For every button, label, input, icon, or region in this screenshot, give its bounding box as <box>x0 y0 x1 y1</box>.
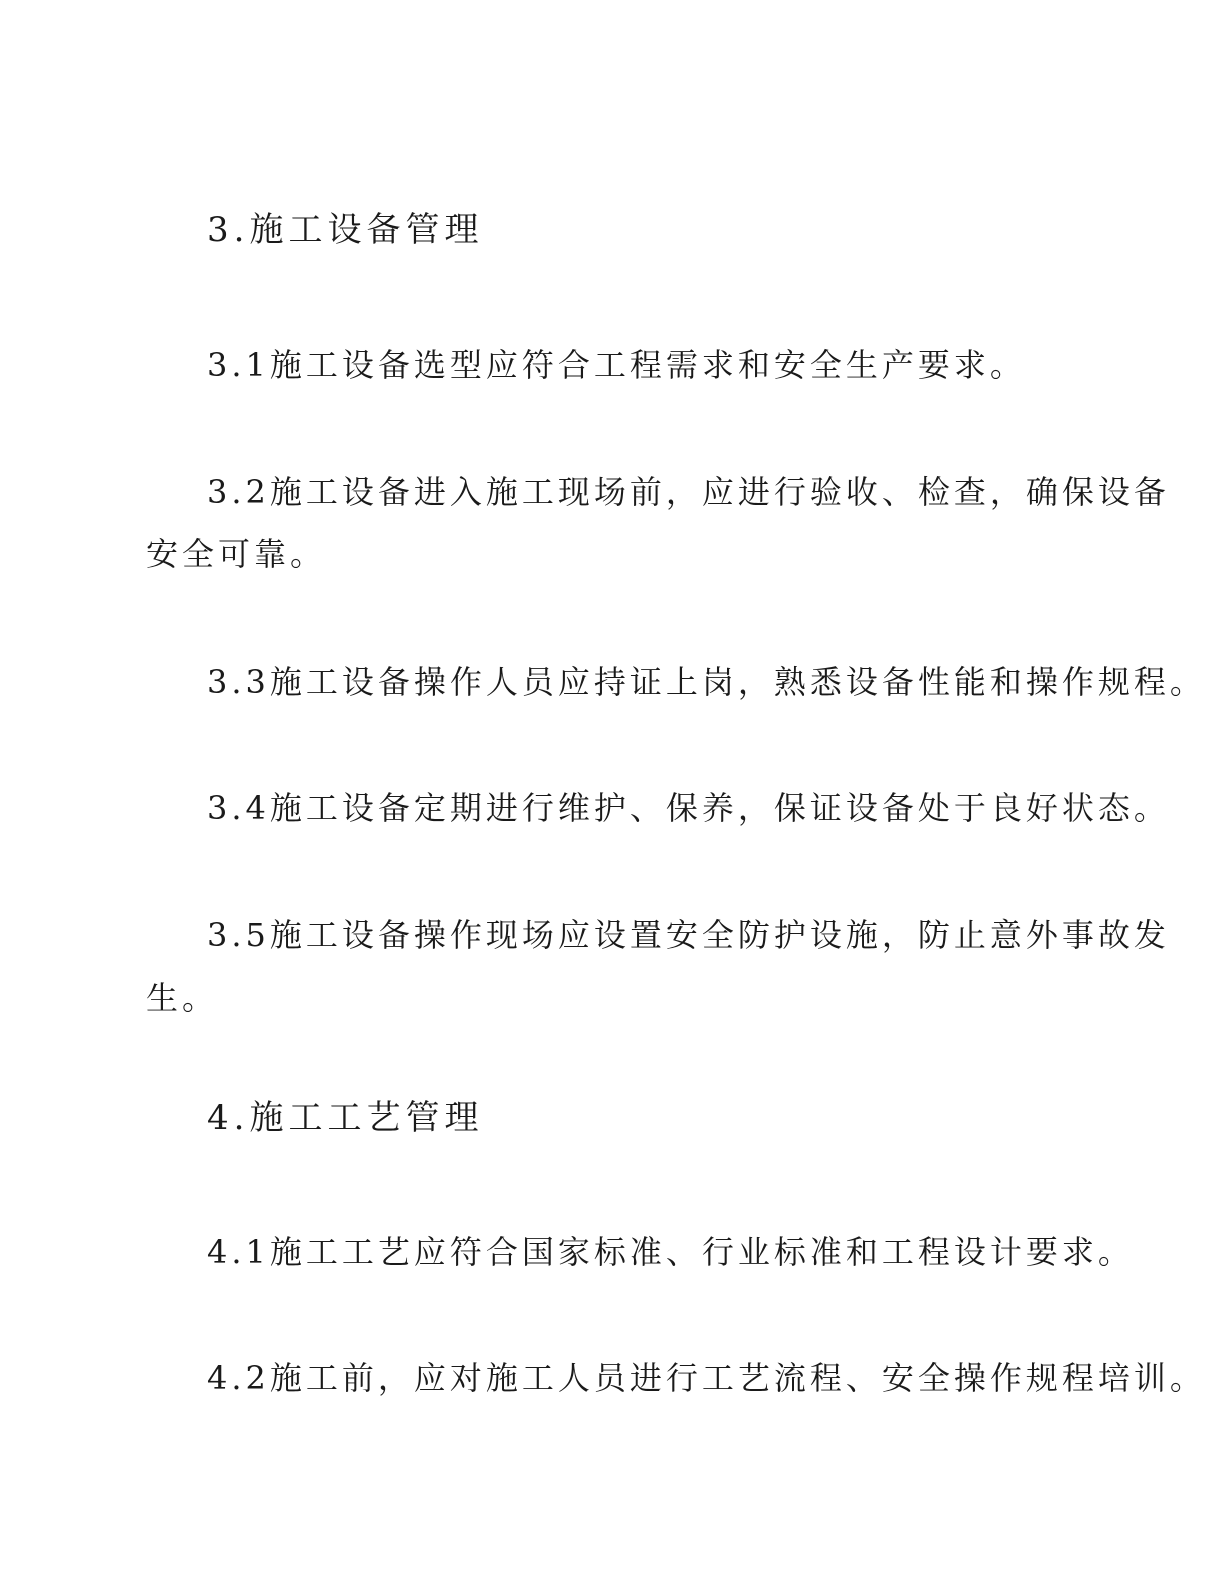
paragraph-line: 3.2施工设备进入施工现场前，应进行验收、检查，确保设备 <box>207 473 1170 511</box>
paragraph-3-1: 3.1施工设备选型应符合工程需求和安全生产要求。 <box>207 346 1026 384</box>
paragraph-line: 安全可靠。 <box>146 535 327 573</box>
section-heading-4: 4.施工工艺管理 <box>207 1098 484 1138</box>
section-heading-3: 3.施工设备管理 <box>207 210 484 250</box>
paragraph-3-3: 3.3施工设备操作人员应持证上岗，熟悉设备性能和操作规程。 <box>207 663 1206 701</box>
paragraph-line: 生。 <box>146 979 219 1017</box>
paragraph-4-2: 4.2施工前，应对施工人员进行工艺流程、安全操作规程培训。 <box>207 1359 1206 1397</box>
paragraph-line: 3.5施工设备操作现场应设置安全防护设施，防止意外事故发 <box>207 916 1170 954</box>
paragraph-4-1: 4.1施工工艺应符合国家标准、行业标准和工程设计要求。 <box>207 1233 1134 1271</box>
paragraph-3-4: 3.4施工设备定期进行维护、保养，保证设备处于良好状态。 <box>207 789 1170 827</box>
